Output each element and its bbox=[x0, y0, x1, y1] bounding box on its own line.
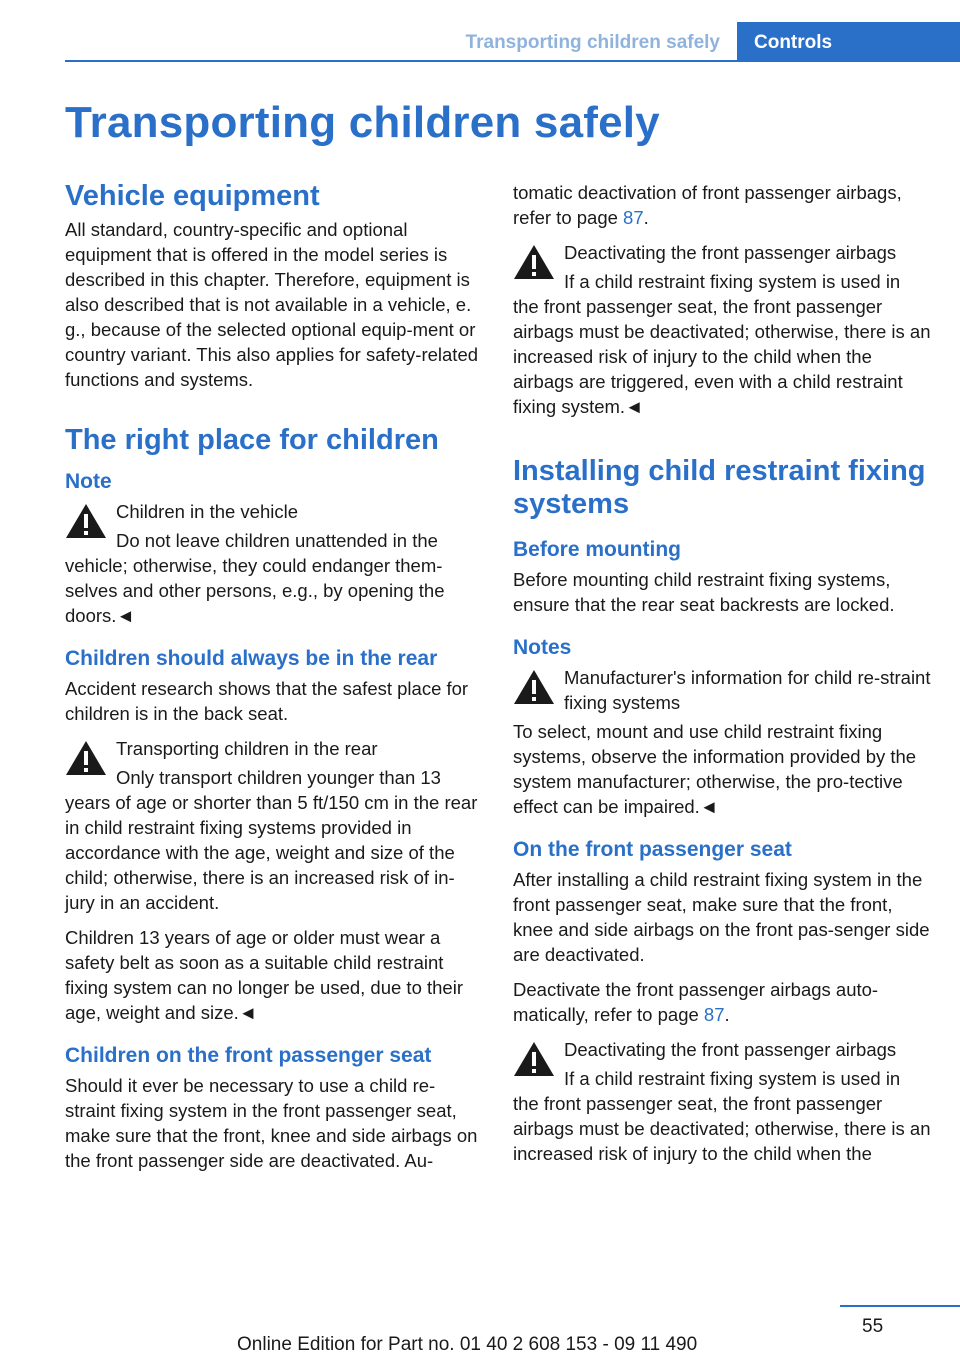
heading-installing: Installing child restraint fixing systems bbox=[513, 455, 926, 520]
front-text-2 bbox=[513, 977, 931, 1027]
heading-front-passenger-seat: Children on the front passenger seat bbox=[65, 1044, 432, 1067]
edition-footer: Online Edition for Part no. 01 40 2 608 153 - 09 11 490 bbox=[237, 1334, 698, 1355]
warning-text: If a child restraint fixing system is used in the front passenger seat, the front passenger airbags must be deactivated; otherwise, there is an increased risk of injury to the child when the bbox=[513, 1068, 931, 1164]
right-column bbox=[513, 180, 931, 1176]
page-link-87-b[interactable]: 87 bbox=[703, 1004, 725, 1025]
front-seat-text: Should it ever be necessary to use a child re-straint fixing system in the front passenger seat, make sure that the front, knee and side airbags on the front passenger side are deactivated. Au- bbox=[65, 1075, 478, 1171]
continuation-end: . bbox=[643, 207, 649, 228]
heading-right-place: The right place for children bbox=[65, 424, 439, 456]
rear-text-2: Children 13 years of age or older must wear a safety belt as soon as a suitable child restraint fixing system can no longer be used, due to their age, weight and size.◄ bbox=[65, 927, 463, 1023]
heading-before-mounting: Before mounting bbox=[513, 538, 681, 561]
warning-triangle-icon bbox=[513, 1041, 555, 1077]
left-column bbox=[65, 180, 483, 1183]
footer-rule bbox=[840, 1305, 960, 1307]
warning-title: Deactivating the front passenger airbags bbox=[564, 242, 897, 263]
heading-vehicle-equipment: Vehicle equipment bbox=[65, 180, 320, 212]
warning-triangle-icon bbox=[65, 503, 107, 539]
warning-triangle-icon bbox=[513, 244, 555, 280]
header-rule bbox=[65, 60, 960, 62]
heading-notes: Notes bbox=[513, 636, 572, 659]
warning-children-in-vehicle bbox=[65, 499, 483, 628]
warning-text: Do not leave children unattended in the vehicle; otherwise, they could endanger them-selves and other persons, e.g., by opening the doors.◄ bbox=[65, 530, 445, 626]
vehicle-equipment-text: All standard, country-specific and optional equipment that is offered in the model series is described in this chapter. Therefore, equipment is also described that is not available in a vehicle, e. g., because of the selected optional equip-ment or country variant. This also applies for safety-related functions and systems. bbox=[65, 219, 479, 390]
warning-text: Only transport children younger than 13 years of age or shorter than 5 ft/150 cm in the rear in child restraint fixing systems provided in accordance with the age, weight and size of the child; otherwise, there is an increased risk of in-jury in an accident. bbox=[65, 767, 478, 913]
warning-deactivating-airbags-1 bbox=[513, 240, 931, 419]
warning-title: Children in the vehicle bbox=[116, 501, 299, 522]
page-link-87[interactable]: 87 bbox=[623, 207, 644, 228]
warning-title: Manufacturer's information for child re-straint fixing systems bbox=[564, 667, 931, 713]
page-number: 55 bbox=[862, 1316, 884, 1337]
warning-title: Deactivating the front passenger airbags bbox=[564, 1039, 897, 1060]
front-text-2-span: Deactivate the front passenger airbags auto-matically, refer to page bbox=[513, 979, 879, 1025]
warning-triangle-icon bbox=[65, 740, 107, 776]
warning-transporting-rear bbox=[65, 736, 483, 915]
page-title: Transporting children safely bbox=[65, 98, 660, 147]
header-section-title: Transporting children safely bbox=[465, 32, 720, 53]
header-chapter-tab[interactable]: Controls bbox=[737, 22, 960, 62]
heading-children-rear: Children should always be in the rear bbox=[65, 647, 438, 670]
rear-text: Accident research shows that the safest place for children is in the back seat. bbox=[65, 678, 469, 724]
heading-note: Note bbox=[65, 470, 112, 493]
front-text-2-end: . bbox=[724, 1004, 730, 1025]
warning-title: Transporting children in the rear bbox=[116, 738, 378, 759]
heading-on-front-passenger-seat: On the front passenger seat bbox=[513, 838, 792, 861]
warning-deactivating-airbags-2 bbox=[513, 1037, 931, 1166]
warning-triangle-icon bbox=[513, 669, 555, 705]
continuation-text-span: tomatic deactivation of front passenger airbags, refer to page bbox=[513, 182, 902, 228]
warning-manufacturer-info bbox=[513, 665, 931, 715]
continuation-text bbox=[513, 180, 931, 230]
warning-text: If a child restraint fixing system is used in the front passenger seat, the front passenger airbags must be deactivated; otherwise, there is an increased risk of injury to the child when the airbags are triggered, even with a child restraint fixing system.◄ bbox=[513, 271, 931, 417]
before-mounting-text: Before mounting child restraint fixing systems, ensure that the rear seat backrests are locked. bbox=[513, 569, 895, 615]
front-text-1: After installing a child restraint fixing system in the front passenger seat, make sure that the front, knee and side airbags on the front pas-senger side are deactivated. bbox=[513, 869, 930, 965]
manufacturer-info-text: To select, mount and use child restraint fixing systems, observe the information provided by the system manufacturer; otherwise, the pro-tective effect can be impaired.◄ bbox=[513, 721, 917, 817]
